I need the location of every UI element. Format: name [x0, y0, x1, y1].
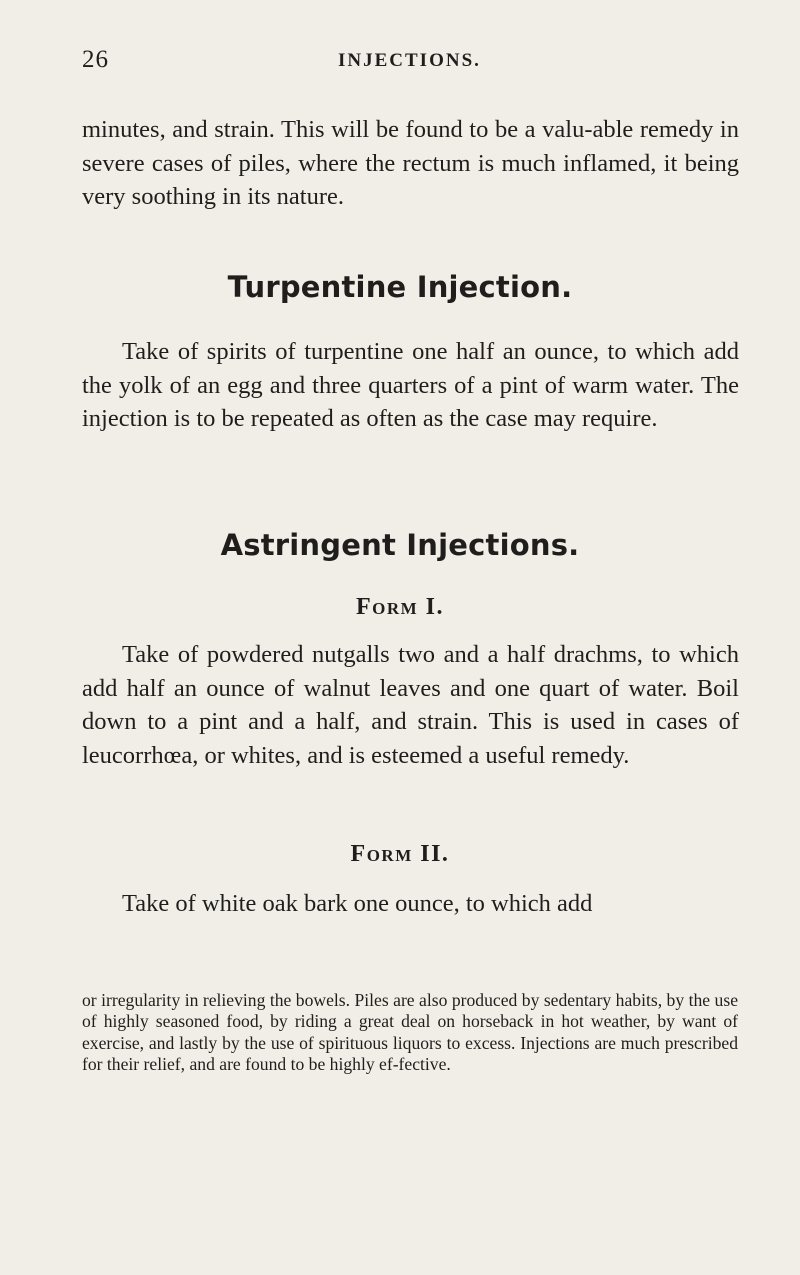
page-number: 26	[82, 46, 109, 73]
footnote: or irregularity in relieving the bowels. Piles are also produced by sedentary habits, by the use of highly seasoned food, by riding a great deal on horseback in hot weather, by want of exercise, and lastly by the use of spirituous liquors to excess. Injections are much prescribed for their relief, and are found to be highly ef-fective.	[82, 990, 738, 1074]
form-two-paragraph: Take of white oak bark one ounce, to which add	[122, 890, 593, 917]
form-one-heading: Form I.	[355, 594, 445, 620]
turpentine-injection-heading: Turpentine Injection.	[227, 270, 573, 304]
astringent-injections-heading: Astringent Injections.	[220, 528, 580, 562]
turpentine-paragraph: Take of spirits of turpentine one half an ounce, to which add the yolk of an egg and three quarters of a pint of warm water. The injection is to be repeated as often as the case may require.	[82, 338, 739, 432]
form-two-heading: Form II.	[350, 841, 450, 867]
intro-paragraph: minutes, and strain. This will be found to be a valu-able remedy in severe cases of piles, where the rectum is much inflamed, it being very soothing in its nature.	[82, 116, 739, 210]
page-header	[0, 46, 800, 82]
form-one-paragraph: Take of powdered nutgalls two and a half drachms, to which add half an ounce of walnut leaves and one quart of water. Boil down to a pint and a half, and strain. This is used in cases of leucorrhœa, or whites, and is esteemed a useful remedy.	[82, 641, 739, 769]
running-head: INJECTIONS.	[338, 50, 481, 71]
